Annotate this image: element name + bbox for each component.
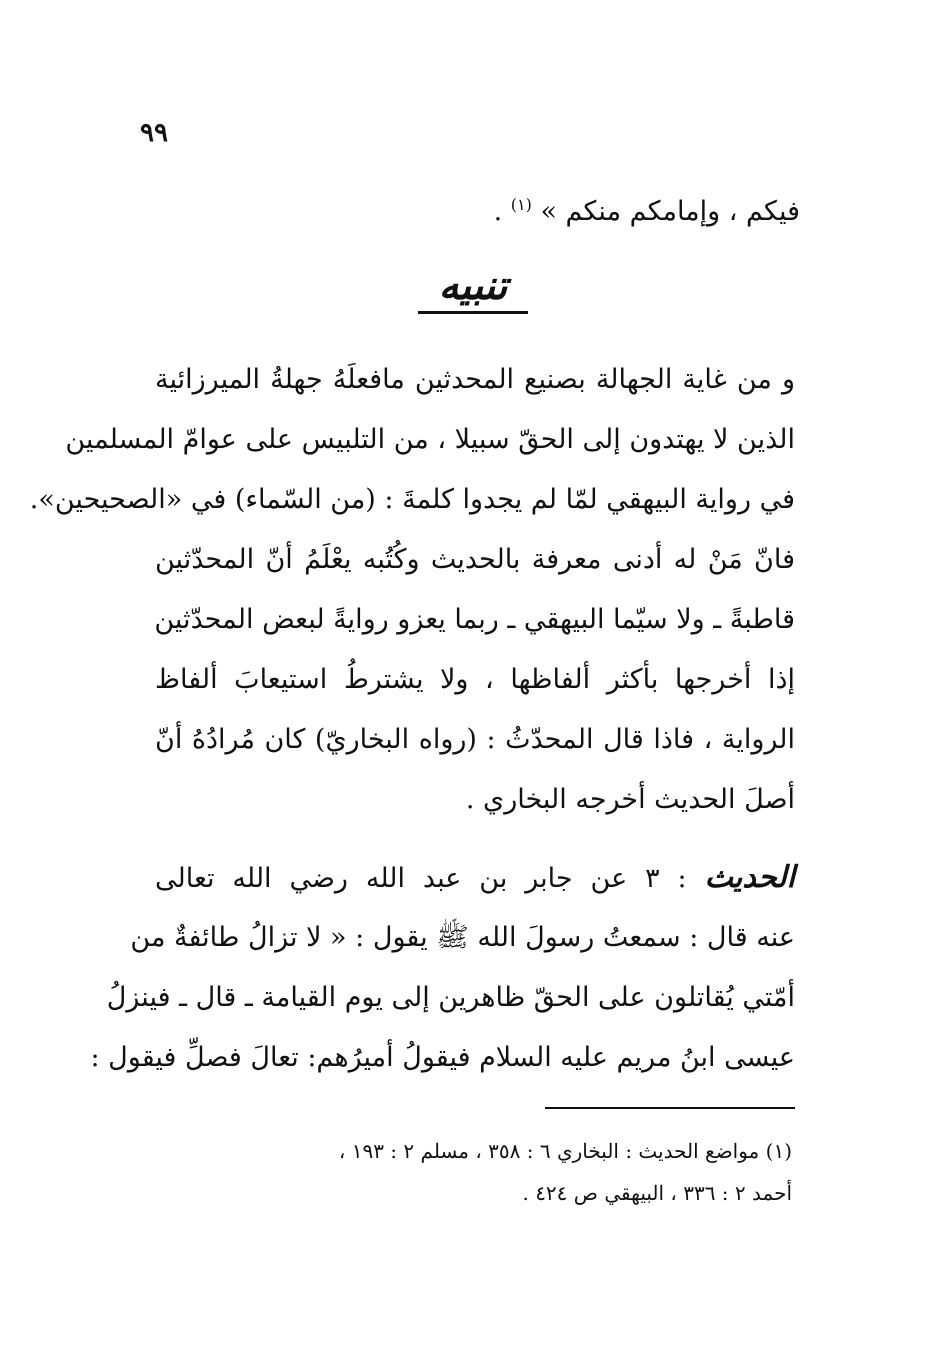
- hadith-line: عن جابر بن عبد الله رضي الله تعالى: [155, 863, 628, 894]
- hadith-label: الحديث: [704, 860, 795, 895]
- hadith-line: أمّتي يُقاتلون على الحقّ ظاهرين إلى يوم القيامة ـ قال ـ فينزلُ: [106, 982, 795, 1013]
- tanbih-paragraph: [29, 350, 795, 830]
- hadith-paragraph: [90, 848, 795, 1088]
- continuation-line: [480, 175, 800, 242]
- footnote-divider: [545, 1107, 795, 1109]
- paragraph-line: إذا أخرجها بأكثر ألفاظها ، ولا يشترطُ استيعابَ ألفاظ: [155, 664, 795, 695]
- section-heading: [0, 262, 946, 314]
- paragraph-line: الذين لا يهتدون إلى الحقّ سبيلا ، من التلبيس على عوامّ المسلمين: [65, 424, 795, 455]
- paragraph-line: و من غاية الجهالة بصنيع المحدثين مافعلَهُ جهلةُ الميرزائية: [155, 364, 795, 395]
- heading-underline: [418, 311, 528, 314]
- hadith-line: عنه قال : سمعتُ رسولَ الله ﷺ يقول : « لا تزالُ طائفةٌ من: [130, 922, 795, 953]
- paragraph-line: في رواية البيهقي لمّا لم يجدوا كلمةَ : (من السّماء) في «الصحيحين».: [29, 484, 795, 515]
- continuation-text: فيكم ، وإمامكم منكم »: [540, 196, 800, 227]
- paragraph-line: أصلَ الحديث أخرجه البخاري .: [465, 784, 795, 815]
- hadith-first-line: [155, 848, 795, 908]
- page-number: ٩٩: [140, 118, 168, 148]
- paragraph-line: قاطبةً ـ ولا سيّما البيهقي ـ ربما يعزو روايةً لبعض المحدّثين: [154, 604, 795, 635]
- footnote-line: (١) مواضع الحديث : البخاري ٦ : ٣٥٨ ، مسلم ٢ : ١٩٣ ،: [338, 1139, 792, 1163]
- hadith-number: : ٣: [645, 863, 687, 894]
- paragraph-line: الرواية ، فاذا قال المحدّثُ : (رواه البخاريّ) كان مُرادُهُ أنّ: [155, 724, 795, 755]
- footnote-reference: (١): [510, 195, 532, 214]
- footnotes: [338, 1130, 792, 1214]
- continuation-end: .: [493, 196, 503, 227]
- heading-text: تنبيه: [438, 262, 508, 309]
- paragraph-line: فانّ مَنْ له أدنى معرفة بالحديث وكُتُبه يعْلَمُ أنّ المحدّثين: [155, 544, 795, 575]
- hadith-line: عيسى ابنُ مريم عليه السلام فيقولُ أميرُهم: تعالَ فصلِّ فيقول :: [90, 1042, 795, 1073]
- footnote-line: أحمد ٢ : ٣٣٦ ، البيهقي ص ٤٢٤ .: [522, 1181, 792, 1205]
